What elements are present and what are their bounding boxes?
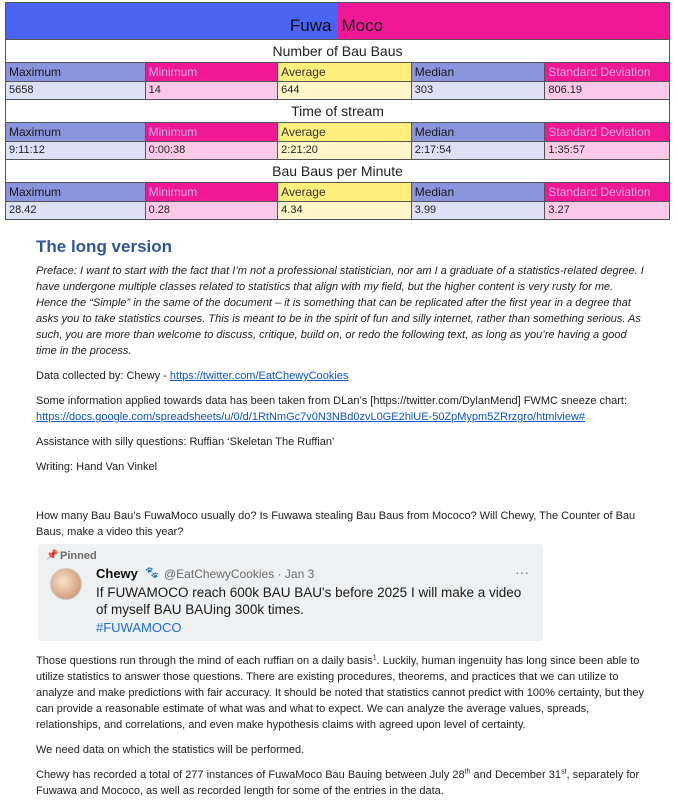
section-heading: The long version bbox=[36, 237, 173, 256]
tweet-author-name[interactable]: Chewy bbox=[96, 566, 138, 581]
pinned-label: Pinned bbox=[60, 550, 97, 562]
header-row bbox=[6, 122, 669, 141]
fuwa-title-cell bbox=[6, 3, 338, 39]
header-average: Average bbox=[277, 63, 411, 81]
value-row bbox=[6, 141, 669, 159]
tweet-handle-date[interactable]: @EatChewyCookies · Jan 3 bbox=[164, 567, 315, 581]
header-std-dev: Standard Deviation bbox=[544, 123, 669, 141]
preface-paragraph: Preface: I want to start with the fact that I’m not a professional statistician, nor am I a graduate of a statistics-related degree. I have undergone multiple classes related to statistics that align with my field, but the higher content is very rusty for me. Hence the “Simple” in the same of the document – it is something that can be replicated after the first year in a degree that asks you to take statistics courses. This is meant to be in the spirit of fun and silly internet, rather than something serious. As such, you are more than welcome to discuss, critique, build on, or redo the following text, as long as you’re having a good time in the process. bbox=[36, 265, 644, 357]
value-median: 2:17:54 bbox=[411, 142, 545, 159]
embedded-tweet[interactable] bbox=[38, 544, 543, 641]
header-std-dev: Standard Deviation bbox=[544, 63, 669, 81]
value-row bbox=[6, 81, 669, 99]
ordinal-suffix: th bbox=[464, 768, 471, 776]
header-maximum: Maximum bbox=[6, 183, 145, 201]
stats-title-bar bbox=[6, 3, 669, 39]
questions-paragraph: How many Bau Bau’s FuwaMoco usually do? Is Fuwawa stealing Bau Baus from Mococo? Will Chewy, The Counter of Bau Baus, make a video this year? bbox=[36, 510, 636, 538]
value-median: 3.99 bbox=[411, 202, 545, 219]
footnote-marker[interactable]: 1 bbox=[372, 654, 377, 662]
value-std-dev: 1:35:57 bbox=[544, 142, 669, 159]
header-average: Average bbox=[277, 123, 411, 141]
paragraph-text: , separately for Fuwawa and Mococo, as well as recorded length for some of the entries in the data. bbox=[36, 769, 640, 797]
header-maximum: Maximum bbox=[6, 123, 145, 141]
value-average: 2:21:20 bbox=[277, 142, 411, 159]
section-title-per-minute: Bau Baus per Minute bbox=[6, 159, 669, 182]
value-median: 303 bbox=[411, 82, 545, 99]
header-std-dev: Standard Deviation bbox=[544, 183, 669, 201]
tweet-text: If FUWAMOCO reach 600k BAU BAU's before 2025 I will make a video of myself BAU BAUing 300k times. bbox=[96, 585, 522, 617]
paragraph-text: Those questions run through the mind of each ruffian on a daily basis bbox=[36, 655, 373, 667]
header-minimum: Minimum bbox=[145, 63, 278, 81]
pin-icon: 📌 bbox=[46, 550, 59, 561]
header-median: Median bbox=[411, 123, 545, 141]
fuwa-title: Fuwa bbox=[289, 16, 332, 35]
value-minimum: 0.28 bbox=[145, 202, 278, 219]
more-options-icon[interactable]: ··· bbox=[515, 564, 529, 580]
section-title-bau-baus: Number of Bau Baus bbox=[6, 39, 669, 62]
chewy-twitter-link[interactable]: https://twitter.com/EatChewyCookies bbox=[169, 370, 349, 382]
paragraph-text: . Luckily, human ingenuity has long since been able to utilize statistics to answer those questions. There are existing procedures, theorems, and practices that we can utilize to analyze and make predictions with fair accuracy. It should be noted that statistics cannot predict with 100% certainty, but they can provide a reasonable estimate of what was and what to expect. We can analyze the average values, spreads, relationships, and correlations, and even make hypothesis claims with agreed upon level of certainty. bbox=[36, 655, 644, 731]
value-minimum: 0:00:38 bbox=[145, 142, 278, 159]
header-row bbox=[6, 62, 669, 81]
data-collected-line bbox=[36, 368, 648, 384]
header-minimum: Minimum bbox=[145, 183, 278, 201]
info-source-paragraph bbox=[36, 393, 648, 425]
header-median: Median bbox=[411, 183, 545, 201]
data-need-paragraph: We need data on which the statistics will be performed. bbox=[36, 744, 305, 756]
value-average: 4.34 bbox=[277, 202, 411, 219]
paragraph-text: Chewy has recorded a total of 277 instances of FuwaMoco Bau Bauing between July 28 bbox=[36, 769, 465, 781]
header-maximum: Maximum bbox=[6, 63, 145, 81]
data-collected-label: Data collected by: Chewy - bbox=[36, 370, 170, 382]
info-source-text: Some information applied towards data has been taken from DLan’s [https://twitter.com/DylanMend] FWMC sneeze chart: bbox=[36, 395, 628, 407]
value-minimum: 14 bbox=[145, 82, 278, 99]
stats-table bbox=[5, 2, 670, 220]
avatar[interactable] bbox=[50, 568, 82, 600]
value-maximum: 28.42 bbox=[6, 202, 145, 219]
writing-line: Writing: Hand Van Vinkel bbox=[36, 461, 158, 473]
moco-title-cell bbox=[338, 3, 670, 39]
value-row bbox=[6, 201, 669, 219]
document-body-continued bbox=[36, 653, 648, 808]
value-maximum: 9:11:12 bbox=[6, 142, 145, 159]
statistics-intro-paragraph bbox=[36, 653, 648, 733]
moco-title: Moco bbox=[341, 16, 384, 35]
value-std-dev: 3.27 bbox=[544, 202, 669, 219]
value-average: 644 bbox=[277, 82, 411, 99]
section-title-time: Time of stream bbox=[6, 99, 669, 122]
ordinal-suffix: st bbox=[561, 768, 567, 776]
value-maximum: 5658 bbox=[6, 82, 145, 99]
value-std-dev: 806.19 bbox=[544, 82, 669, 99]
document-body bbox=[36, 236, 648, 540]
header-row bbox=[6, 182, 669, 201]
sneeze-chart-link[interactable]: https://docs.google.com/spreadsheets/u/0/d/1RtNmGc7v0N3NBd0zvL0GE2hlUE-50ZpMypm5ZRrzgro/htmlview# bbox=[36, 411, 586, 423]
paw-icon: 🐾 bbox=[145, 567, 159, 579]
header-minimum: Minimum bbox=[145, 123, 278, 141]
tweet-hashtag[interactable]: #FUWAMOCO bbox=[96, 620, 182, 635]
paragraph-text: and December 31 bbox=[470, 769, 561, 781]
header-median: Median bbox=[411, 63, 545, 81]
data-recorded-paragraph bbox=[36, 767, 648, 799]
header-average: Average bbox=[277, 183, 411, 201]
assistance-line: Assistance with silly questions: Ruffian ‘Skeletan The Ruffian’ bbox=[36, 436, 335, 448]
